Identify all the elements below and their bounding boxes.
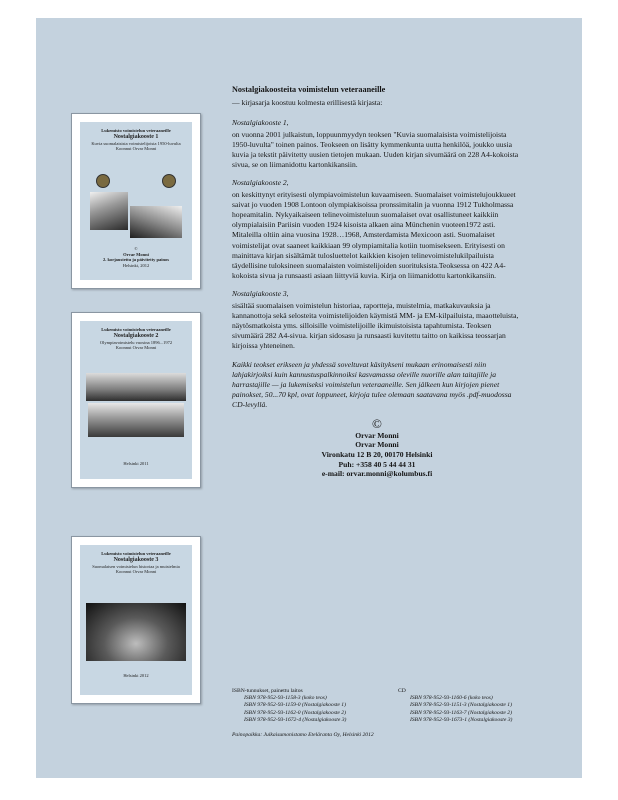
cover-title: Nostalgiakooste 1 <box>113 133 159 140</box>
copyright-symbol: © <box>372 415 382 431</box>
cover-series: Lukemisto voimistelun veteraaneille <box>101 551 171 556</box>
contact-email: e-mail: orvar.monni@kolumbus.fi <box>321 469 433 479</box>
cover-title: Nostalgiakooste 3 <box>113 556 159 563</box>
description-column <box>232 85 522 479</box>
contact-name: Orvar Monni <box>355 430 399 440</box>
contact-phone: Puh: +358 40 5 44 44 31 <box>338 459 416 469</box>
book1-description: on vuonna 2001 julkaistun, loppuunmyydyn teoksen "Kuvia suomalaisista voimistelijoista 1950-luvulta" toinen painos. Teokseen on lisätty kymmenkunta uutta henkilöä, joukko uusia kuvia ja tekstit päivitetty uusien tietojen mukaan. Uuden kirjan sivumäärä on 228 A4-kokoista sivua, se on liimanidottu kartonkikansiin. <box>232 129 519 170</box>
isbn-line: ISBN 978-952-93-1163-7 (Nostalgiakooste 2) <box>410 709 512 716</box>
cover-subtitle: Olympiavoimistelu vuosina 1896...1972 <box>99 339 173 345</box>
cover-footer: 2. korjaustettu ja päivitetty painos <box>102 257 170 262</box>
cover-footer: Helsinki 2012 <box>123 673 149 678</box>
cover-photo-gymnast <box>130 206 182 238</box>
cover-author: Koonnut Orvar Monni <box>115 146 157 151</box>
cover-author: Koonnut Orvar Monni <box>115 345 157 350</box>
book2-title: Nostalgiakooste 2, <box>232 178 289 188</box>
contact-address: Vironkatu 12 B 20, 00170 Helsinki <box>321 450 433 460</box>
isbn-cd-block <box>398 688 512 724</box>
printing-info: Painopaikka: Julkaisumonistamo Eteläranta Oy, Helsinki 2012 <box>232 732 374 738</box>
book-cover-2 <box>71 312 201 488</box>
contact-name: Orvar Monni <box>355 440 399 450</box>
isbn-line: ISBN 978-952-93-1673-1 (Nostalgiakooste 3) <box>410 716 513 723</box>
isbn-print-block <box>232 688 346 724</box>
cover-subtitle: Kuvia suomalaisista voimistelijoista 1950-luvulta <box>91 140 181 146</box>
cover-footer: © <box>134 246 138 251</box>
cover-photo-performance <box>86 603 186 661</box>
book3-description: sisältää suomalaisen voimistelun historiaa, raportteja, muistelmia, matkakuvauksia ja kannanottoja sekä selosteita voimistelijoiden käymistä MM- ja EM-kilpailuista, maaotteluista, näytösmatkoista yms. silloisille voimistelijoille ikimuistoisista tapahtumista. Teoksen sivumäärä 282 A4-sivua. kirjan sidosasu ja runsaasti kuvitettu taitto on kaikissa teossarjan kirjoissa yhteneinen. <box>232 300 519 351</box>
book2-description: on keskittynyt erityisesti olympiavoimistelun kuvaamiseen. Suomalaiset voimistelujoukkueet saivat jo vuoden 1908 Lontoon olympiakisoissa pronssimitalin ja vuonna 1912 Tukholmassa hopeamitalin. Nykyaikaiseen telinevoimisteluun suomalaiset ovat osallistuneet kaikkiin olympialaisiin Pariisin vuoden 1924 kisoista alkaen aina Münchenin vuoteen1972 asti. Mitaleilla oltiin aina vuosina 1928…1968, Amsterdamista Mexicoon asti. Suomalaiset voimistelijat ovat saaneet kaikkiaan 99 olympiamitalia kotiin tuomisekseen. Erityisesti on mainittava kirjan sisältämät tulosluettelot kaikkien kisojen telinevoimistelukilpailuista täydellisine tuloksineen suomalaisten voimistelijoiden suorituksista.Teoksessa on 422 A4-kokoista sivua ja runsaasti asiaan liittyviä kuvia. Kirja on liimanidottu kartonkikansiin. <box>232 189 516 281</box>
cover-background <box>80 122 192 280</box>
isbn-line: ISBN 978-952-93-1158-3 (koko teos) <box>244 695 327 702</box>
cover-subtitle: Suomalaisen voimistelun historiaa ja muistelmia <box>92 563 180 569</box>
book-cover-3 <box>71 536 201 704</box>
cover-photo-team <box>86 373 186 401</box>
closing-paragraph: Kaikki teokset erikseen ja yhdessä soveltuvat käsitykseni mukaan erinomaisesti niin lahjakirjoiksi kuin kannustuspalkinnoiksi kasvamassa oleville nuorille alan taitajille ja harrastajille — ja lukemiseksi voimistelun veteraaneille. Sen jälkeen kun kirjojen pienet painokset, 50...70 kpl, ovat loppuneet, kirjoja tulee olemaan saatavana myös .pdf-muodossa CD-levyllä. <box>232 359 512 410</box>
isbn-line: ISBN 978-952-93-1160-6 (koko teos) <box>410 695 493 702</box>
page-heading: Nostalgiakoosteita voimistelun veteraaneille <box>232 85 386 94</box>
cover-footer: Orvar Monni <box>123 251 149 257</box>
cover-title: Nostalgiakooste 2 <box>113 332 159 339</box>
isbn-line: ISBN 978-952-93-1672-4 (Nostalgiakooste 3) <box>244 716 347 723</box>
cover-footer: Helsinki 2011 <box>123 461 149 466</box>
isbn-line: ISBN 978-952-93-1159-0 (Nostalgiakooste 1) <box>244 702 346 709</box>
isbn-line: ISBN 978-952-93-1162-0 (Nostalgiakooste 2) <box>244 709 346 716</box>
emblem-icon <box>162 174 176 188</box>
book3-title: Nostalgiakooste 3, <box>232 289 289 299</box>
cover-series: Lukemisto voimistelun veteraaneille <box>101 327 171 332</box>
cover-background <box>80 321 192 479</box>
emblem-icon <box>96 174 110 188</box>
cover-photo-gymnast <box>90 192 128 230</box>
book1-title: Nostalgiakooste 1, <box>232 118 289 128</box>
isbn-cd-heading: CD <box>398 688 406 694</box>
intro-line: — kirjasarja koostuu kolmesta erillisestä kirjasta: <box>232 98 383 108</box>
cover-series: Lukemisto voimistelun veteraaneille <box>101 128 171 133</box>
isbn-line: ISBN 978-952-93-1151-3 (Nostalgiakooste 1) <box>410 702 512 709</box>
book-cover-1 <box>71 113 201 289</box>
cover-background <box>80 545 192 695</box>
cover-photo-team <box>88 403 184 437</box>
isbn-print-heading: ISBN-tunnukset, painettu laitos <box>232 688 303 694</box>
cover-author: Koonnut Orvar Monni <box>115 569 157 574</box>
cover-footer: Helsinki, 2012 <box>122 262 150 268</box>
